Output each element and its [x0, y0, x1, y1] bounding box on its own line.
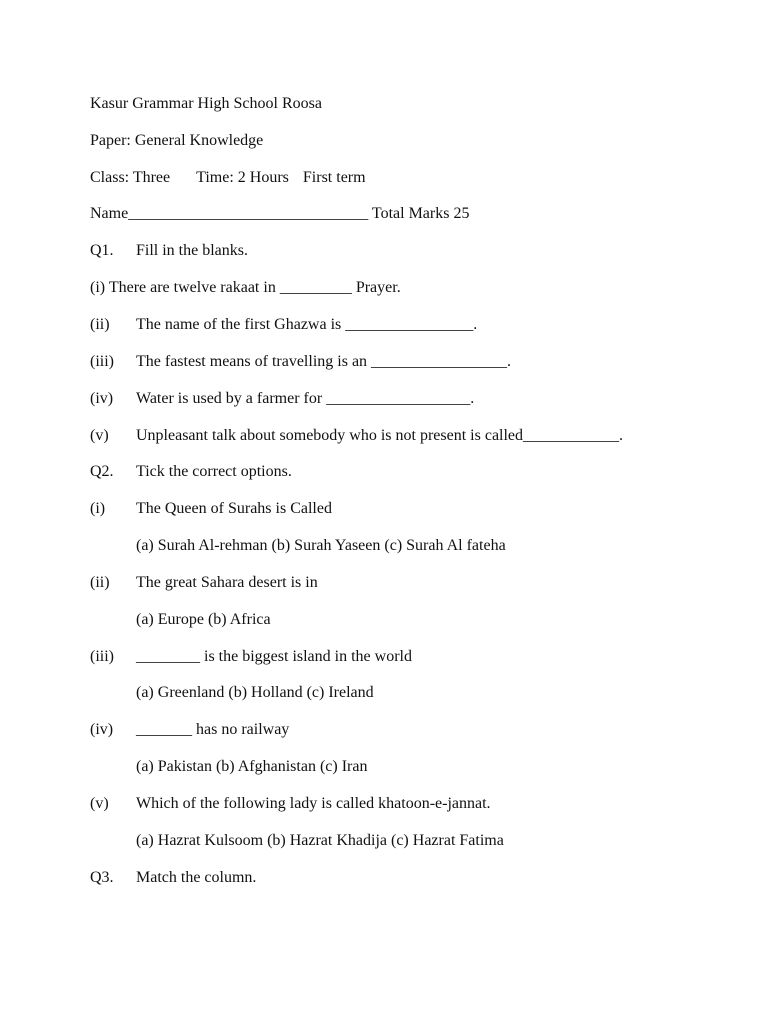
q1-item-number: (iii)	[90, 353, 114, 370]
q2-question	[90, 572, 318, 594]
q1-item-text: (i) There are twelve rakaat in _________ Prayer.	[90, 279, 401, 296]
q2-options-text: (a) Greenland (b) Holland (c) Ireland	[136, 684, 374, 701]
time-label: Time: 2 Hours	[196, 169, 289, 186]
q2-question-number: (i)	[90, 500, 106, 517]
q2-question	[90, 719, 289, 741]
q2-options	[90, 682, 374, 704]
q2-question-number: (v)	[90, 795, 109, 812]
q2-options-text: (a) Hazrat Kulsoom (b) Hazrat Khadija (c) Hazrat Fatima	[136, 832, 504, 849]
q1-number: Q1.	[90, 242, 114, 259]
q1-item	[90, 277, 401, 299]
q1-item-number: (ii)	[90, 316, 110, 333]
q1-item-text: The name of the first Ghazwa is ________________.	[136, 316, 478, 333]
q2-title: Tick the correct options.	[136, 463, 292, 480]
q3-number: Q3.	[90, 869, 114, 886]
q2-question	[90, 498, 332, 520]
q1-item	[90, 425, 623, 447]
q2-question-number: (ii)	[90, 574, 110, 591]
q1-item	[90, 314, 477, 336]
q3-title: Match the column.	[136, 869, 257, 886]
paper-title: Paper: General Knowledge	[90, 132, 264, 149]
q2-options	[90, 756, 367, 778]
q2-options-text: (a) Europe (b) Africa	[136, 611, 271, 628]
q2-question	[90, 793, 491, 815]
q2-question	[90, 646, 412, 668]
q2-question-text: _______ has no railway	[136, 721, 290, 738]
q1-item	[90, 351, 511, 373]
school-name: Kasur Grammar High School Roosa	[90, 95, 322, 112]
class-time-row	[90, 167, 366, 189]
q2-question-text: ________ is the biggest island in the world	[136, 648, 412, 665]
q2-options-text: (a) Pakistan (b) Afghanistan (c) Iran	[136, 758, 368, 775]
q1-item-number: (v)	[90, 427, 109, 444]
q1-item-text: Water is used by a farmer for __________________.	[136, 390, 475, 407]
q2-options	[90, 609, 271, 631]
q2-options	[90, 830, 504, 852]
q2-question-text: Which of the following lady is called khatoon-e-jannat.	[136, 795, 491, 812]
q2-question-text: The great Sahara desert is in	[136, 574, 318, 591]
q3-heading	[90, 867, 256, 889]
q2-heading	[90, 461, 292, 483]
q1-heading	[90, 240, 248, 262]
q1-title: Fill in the blanks.	[136, 242, 248, 259]
q2-options	[90, 535, 506, 557]
q1-item-text: Unpleasant talk about somebody who is not present is called____________.	[136, 427, 624, 444]
q1-item	[90, 388, 474, 410]
q2-question-number: (iv)	[90, 721, 114, 738]
q2-number: Q2.	[90, 463, 114, 480]
q1-item-number: (iv)	[90, 390, 114, 407]
name-marks-row: Name______________________________ Total Marks 25	[90, 205, 470, 222]
q1-item-text: The fastest means of travelling is an _________________.	[136, 353, 512, 370]
q2-question-number: (iii)	[90, 648, 114, 665]
term-label: First term	[302, 169, 366, 186]
q2-options-text: (a) Surah Al-rehman (b) Surah Yaseen (c) Surah Al fateha	[136, 537, 506, 554]
q2-question-text: The Queen of Surahs is Called	[136, 500, 332, 517]
class-label: Class: Three	[90, 169, 171, 186]
